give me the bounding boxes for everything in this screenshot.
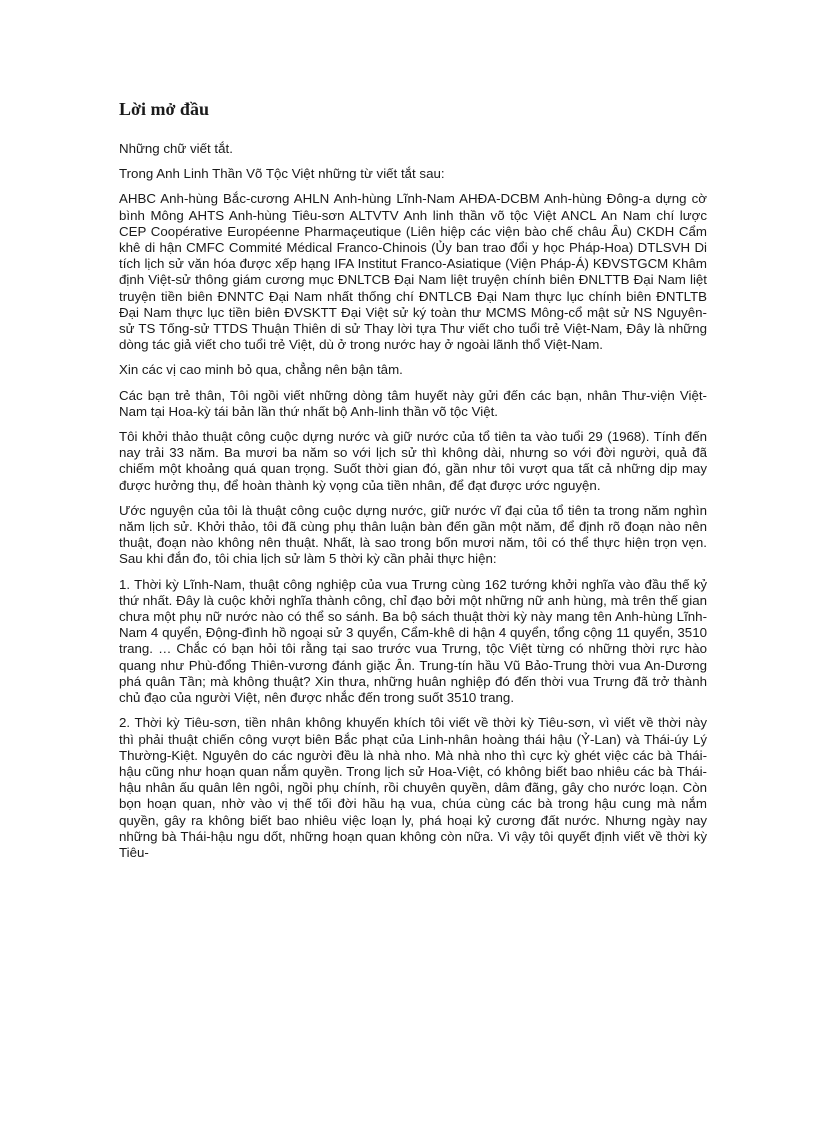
paragraph-abbreviations-list: AHBC Anh-hùng Bắc-cương AHLN Anh-hùng Lĩnh-Nam AHĐA-DCBM Anh-hùng Đông-a dựng cờ bình Mông AHTS Anh-hùng Tiêu-sơn ALTVTV Anh linh thần võ tộc Việt ANCL An Nam chí lược CEP Coopérative Européenne Pharmaçeutique (Liên hiệp các viện bào chế châu Âu) CKDH Cẩm khê di hận CMFC Commité Médical Franco-Chinois (Ủy ban trao đổi y học Pháp-Hoa) DTLSVH Di tích lịch sử văn hóa được xếp hạng IFA Institut Franco-Asiatique (Viện Pháp-Á) KĐVSTGCM Khâm định Việt-sử thông giám cương mục ĐNLTCB Đại Nam liệt truyện chính biên ĐNLTTB Đại Nam liệt truyện tiền biên ĐNNTC Đại Nam nhất thống chí ĐNTLCB Đại Nam thực lục chính biên ĐNTLTB Đại Nam thực lục tiền biên ĐVSKTT Đại Việt sử ký toàn thư MCMS Mông-cổ mật sử NS Nguyên-sử TS Tống-sử TTDS Thuận Thiên di sử Thay lời tựa Thư viết cho tuổi trẻ Việt-Nam, Đây là những dòng tác giả viết cho tuổi trẻ Việt, dù ở trong nước hay ở ngoài lãnh thổ Việt-Nam. [119, 191, 707, 353]
paragraph-wish: Ước nguyện của tôi là thuật công cuộc dựng nước, giữ nước vĩ đại của tổ tiên ta trong năm nghìn năm lịch sử. Khởi thảo, tôi đã cùng phụ thân luận bàn đến gần một năm, để định rõ đoạn nào nên thuật, đoạn nào không nên thuật. Nhất, là sao trong bốn mươi năm, tôi có thể thực hiện trọn vẹn. Sau khi đắn đo, tôi chia lịch sử làm 5 thời kỳ cần phải thực hiện: [119, 502, 707, 567]
paragraph-apology: Xin các vị cao minh bỏ qua, chẳng nên bận tâm. [119, 362, 403, 378]
paragraph-period-1: 1. Thời kỳ Lĩnh-Nam, thuật công nghiệp của vua Trưng cùng 162 tướng khởi nghĩa vào đầu thế kỷ thứ nhất. Đây là cuộc khởi nghĩa thành công, chỉ đạo bởi một những nữ anh hùng, mà trên thế gian chưa một phụ nữ nước nào có thể so sánh. Ba bộ sách thuật thời kỳ này mang tên Anh-hùng Lĩnh-Nam 4 quyển, Động-đình hồ ngoại sử 3 quyển, Cẩm-khê di hận 4 quyển, tổng cộng 11 quyển, 3510 trang. … Chắc có bạn hỏi tôi rằng tại sao trước vua Trưng, tộc Việt từng có những thời rực hào quang như Phù-đổng Thiên-vương đánh giặc Ân. Trung-tín hầu Vũ Bảo-Trung thời vua An-Dương phá quân Tần; mà không thuật? Xin thưa, những huân nghiệp đó đến thời vua Trưng đã trở thành chủ đạo của người Việt, nên được nhắc đến trong suốt 3510 trang. [119, 576, 707, 706]
page-title: Lời mở đầu [119, 99, 209, 119]
document-page [119, 98, 707, 870]
paragraph-greeting: Các bạn trẻ thân, Tôi ngồi viết những dòng tâm huyết này gửi đến các bạn, nhân Thư-viện Việt-Nam tại Hoa-kỳ tái bản lần thứ nhất bộ Anh-linh thần võ tộc Việt. [119, 387, 707, 419]
paragraph-abbreviations-intro: Trong Anh Linh Thần Võ Tộc Việt những từ viết tắt sau: [119, 166, 445, 182]
paragraph-beginning: Tôi khởi thảo thuật công cuộc dựng nước và giữ nước của tổ tiên ta vào tuổi 29 (1968). Tính đến nay trải 33 năm. Ba mươi ba năm so với lịch sử thì không dài, nhưng so với đời người, quả đã chiếm một khoảng quá quan trọng. Suốt thời gian đó, gần như tôi vượt qua tất cả những dịp may được hưởng thụ, để hoàn thành kỳ vọng của tiền nhân, để đạt được ước nguyện. [119, 429, 707, 493]
paragraph-period-2: 2. Thời kỳ Tiêu-sơn, tiền nhân không khuyến khích tôi viết về thời kỳ Tiêu-sơn, vì viết về thời này thì phải thuật chiến công vượt biên Bắc phạt của Linh-nhân hoàng thái hậu (Ỷ-Lan) và Thái-úy Lý Thường-Kiệt. Nguyên do các người đều là nhà nho. Mà nhà nho thì cực kỳ ghét việc các bà Thái-hậu cũng như hoạn quan nắm quyền. Trong lịch sử Hoa-Việt, có không biết bao nhiêu các bà Thái-hậu nhân ấu quân lên ngôi, ngồi phụ chính, rồi chuyên quyền, dâm đãng, gây cho nước loạn. Còn bọn hoạn quan, nhờ vào vị thế tối đời hầu hạ vua, chúa cùng các bà trong hậu cung mà nắm quyền, gây ra không biết bao nhiêu việc loạn ly, phá hoại kỷ cương đất nước. Nhưng ngày nay những bà Thái-hậu ngu dốt, những hoạn quan không còn nữa. Vì vậy tôi quyết định viết về thời kỳ Tiêu- [119, 715, 707, 860]
paragraph-abbreviations-heading: Những chữ viết tắt. [119, 141, 233, 156]
